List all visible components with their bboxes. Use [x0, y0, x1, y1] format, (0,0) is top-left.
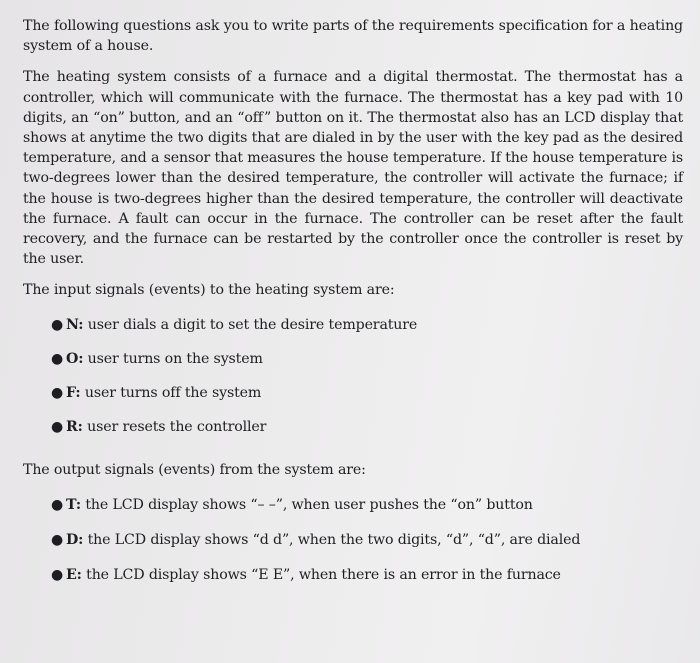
signal-text: user turns off the system — [84, 384, 262, 401]
list-item — [51, 315, 683, 335]
list-item — [51, 383, 683, 403]
signal-text: the LCD display shows “d d”, when the two digits, “d”, “d”, are dialed — [87, 531, 581, 548]
list-item — [51, 495, 683, 515]
outputs-heading: The output signals (events) from the system are: — [23, 461, 366, 478]
signal-code: D: — [66, 531, 84, 548]
bullet-icon: ● — [51, 496, 64, 513]
bullet-icon: ● — [51, 316, 64, 333]
signal-text: user resets the controller — [87, 418, 267, 435]
inputs-heading: The input signals (events) to the heating system are: — [23, 282, 395, 299]
signal-text: user dials a digit to set the desire temperature — [87, 316, 418, 333]
input-signals-list — [23, 315, 683, 437]
bullet-icon: ● — [51, 384, 64, 401]
list-item — [51, 565, 683, 585]
bullet-icon: ● — [51, 350, 64, 367]
bullet-icon: ● — [51, 566, 64, 583]
signal-code: T: — [66, 496, 81, 513]
intro-paragraph: The following questions ask you to write parts of the requirements specification for a heating system of a house. — [23, 18, 683, 55]
signal-text: user turns on the system — [87, 350, 263, 367]
list-item — [51, 530, 683, 550]
signal-code: N: — [66, 316, 84, 333]
description-paragraph: The heating system consists of a furnace and a digital thermostat. The thermostat has a controller, which will communicate with the furnace. The thermostat has a key pad with 10 digits, an “on” button, and an “off” button on it. The thermostat also has an LCD display that shows at anytime the two digits that are dialed in by the user with the key pad as the desired temperature, and a sensor that measures the house temperature. If the house temperature is two-degrees lower than the desired temperature, the controller will activate the furnace; if the house is two-degrees higher than the desired temperature, the controller will deactivate the furnace. A fault can occur in the furnace. The controller can be reset after the fault recovery, and the furnace can be restarted by the controller once the controller is reset by the user. — [23, 69, 683, 268]
signal-text: the LCD display shows “– –”, when user pushes the “on” button — [85, 496, 533, 513]
signal-code: R: — [66, 418, 83, 435]
bullet-icon: ● — [51, 418, 64, 435]
output-signals-list — [23, 495, 683, 585]
bullet-icon: ● — [51, 531, 64, 548]
signal-text: the LCD display shows “E E”, when there is an error in the furnace — [86, 566, 561, 583]
document-page — [23, 16, 683, 600]
signal-code: E: — [66, 566, 82, 583]
list-item — [51, 349, 683, 369]
signal-code: O: — [66, 350, 84, 367]
list-item — [51, 417, 683, 437]
signal-code: F: — [66, 384, 81, 401]
